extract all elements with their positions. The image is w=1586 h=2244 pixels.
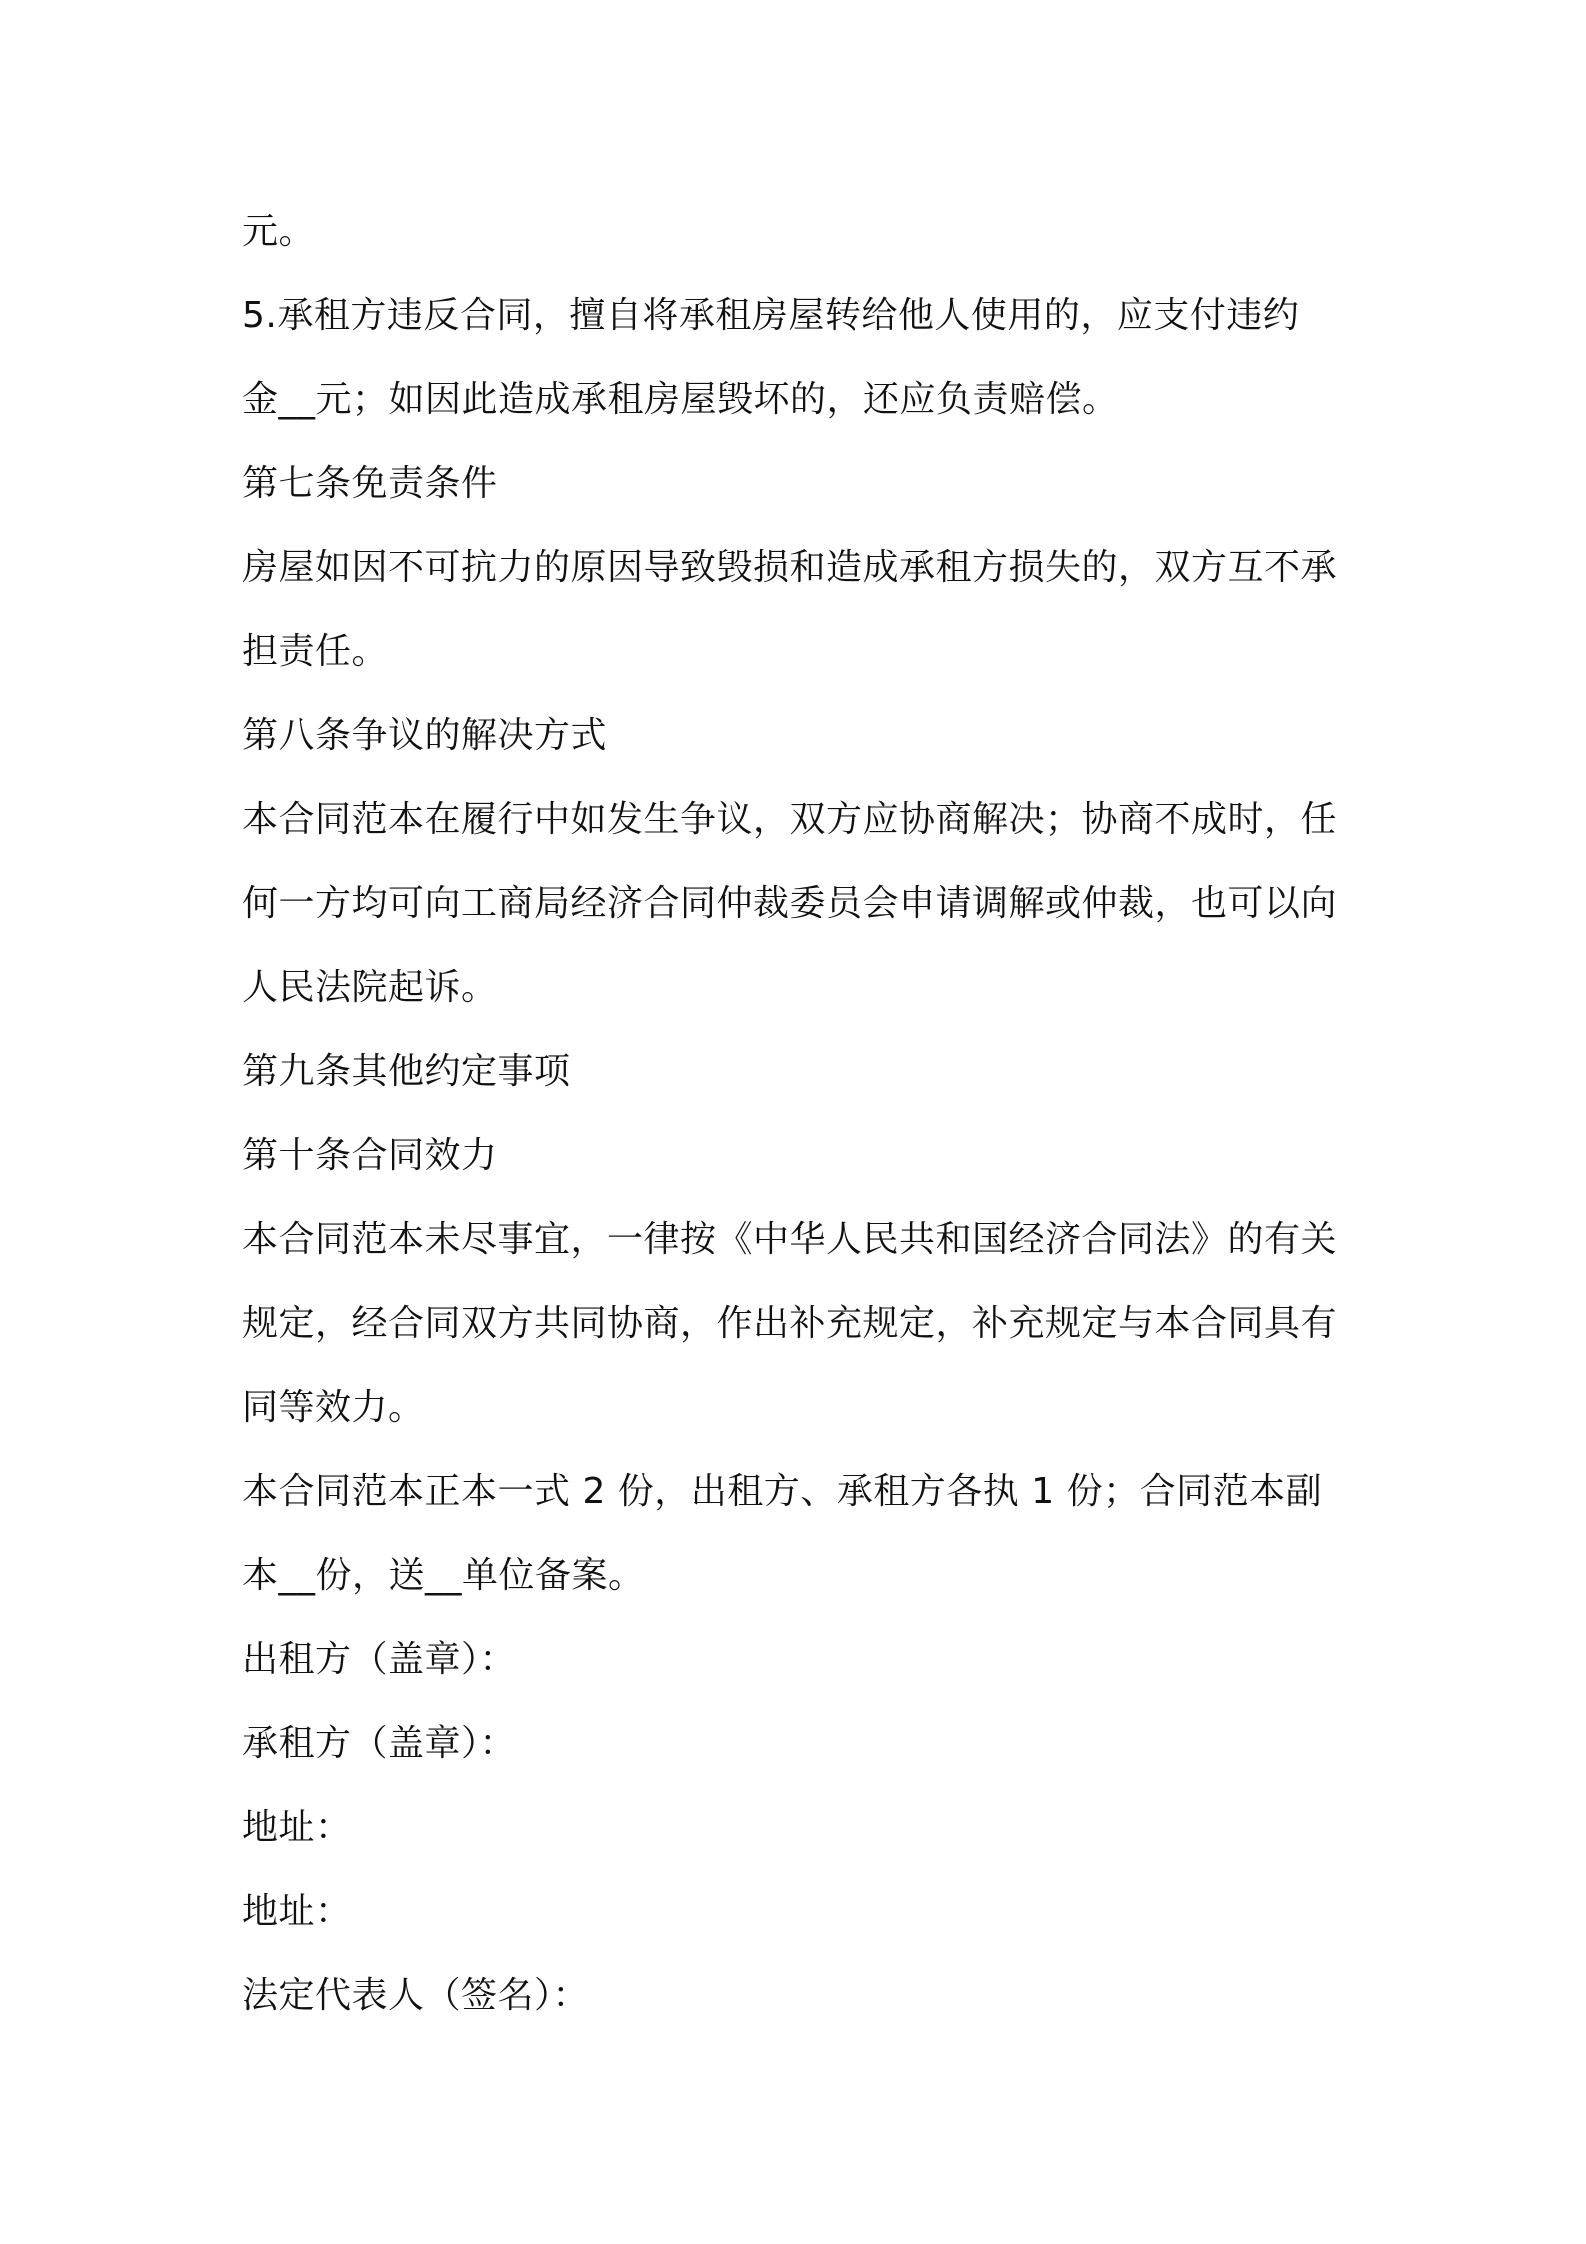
address-lessor: 地址： xyxy=(242,1807,352,1848)
text-line-copies-cont: 本__份，送__单位备案。 xyxy=(242,1555,645,1596)
heading-article-7: 第七条免责条件 xyxy=(242,463,498,504)
signature-lessee: 承租方（盖章）： xyxy=(242,1723,517,1764)
contract-text xyxy=(242,190,1362,2038)
address-lessee: 地址： xyxy=(242,1891,352,1932)
text-line-article-8: 本合同范本在履行中如发生争议，双方应协商解决；协商不成时，任 xyxy=(242,799,1338,840)
text-line-clause-5-cont: 金__元；如因此造成承租房屋毁坏的，还应负责赔偿。 xyxy=(242,379,1119,420)
heading-article-8: 第八条争议的解决方式 xyxy=(242,715,608,756)
heading-article-9: 第九条其他约定事项 xyxy=(242,1051,571,1092)
text-line-article-7-cont: 担责任。 xyxy=(242,631,389,672)
text-line-article-10-end: 同等效力。 xyxy=(242,1387,425,1428)
text-line-article-10: 本合同范本未尽事宜，一律按《中华人民共和国经济合同法》的有关 xyxy=(242,1219,1338,1260)
heading-article-10: 第十条合同效力 xyxy=(242,1135,498,1176)
signature-lessor: 出租方（盖章）： xyxy=(242,1639,517,1680)
text-line-article-10-cont: 规定，经合同双方共同协商，作出补充规定，补充规定与本合同具有 xyxy=(242,1303,1338,1344)
legal-representative: 法定代表人（签名）： xyxy=(242,1975,590,2016)
text-line-end-of-clause: 元。 xyxy=(242,211,316,252)
text-line-clause-5: 5.承租方违反合同，擅自将承租房屋转给他人使用的，应支付违约 xyxy=(242,295,1300,336)
text-line-article-7: 房屋如因不可抗力的原因导致毁损和造成承租方损失的，双方互不承 xyxy=(242,547,1338,588)
text-line-article-8-cont: 何一方均可向工商局经济合同仲裁委员会申请调解或仲裁，也可以向 xyxy=(242,883,1338,924)
text-line-copies: 本合同范本正本一式 2 份，出租方、承租方各执 1 份；合同范本副 xyxy=(242,1471,1323,1512)
text-line-article-8-end: 人民法院起诉。 xyxy=(242,967,498,1008)
